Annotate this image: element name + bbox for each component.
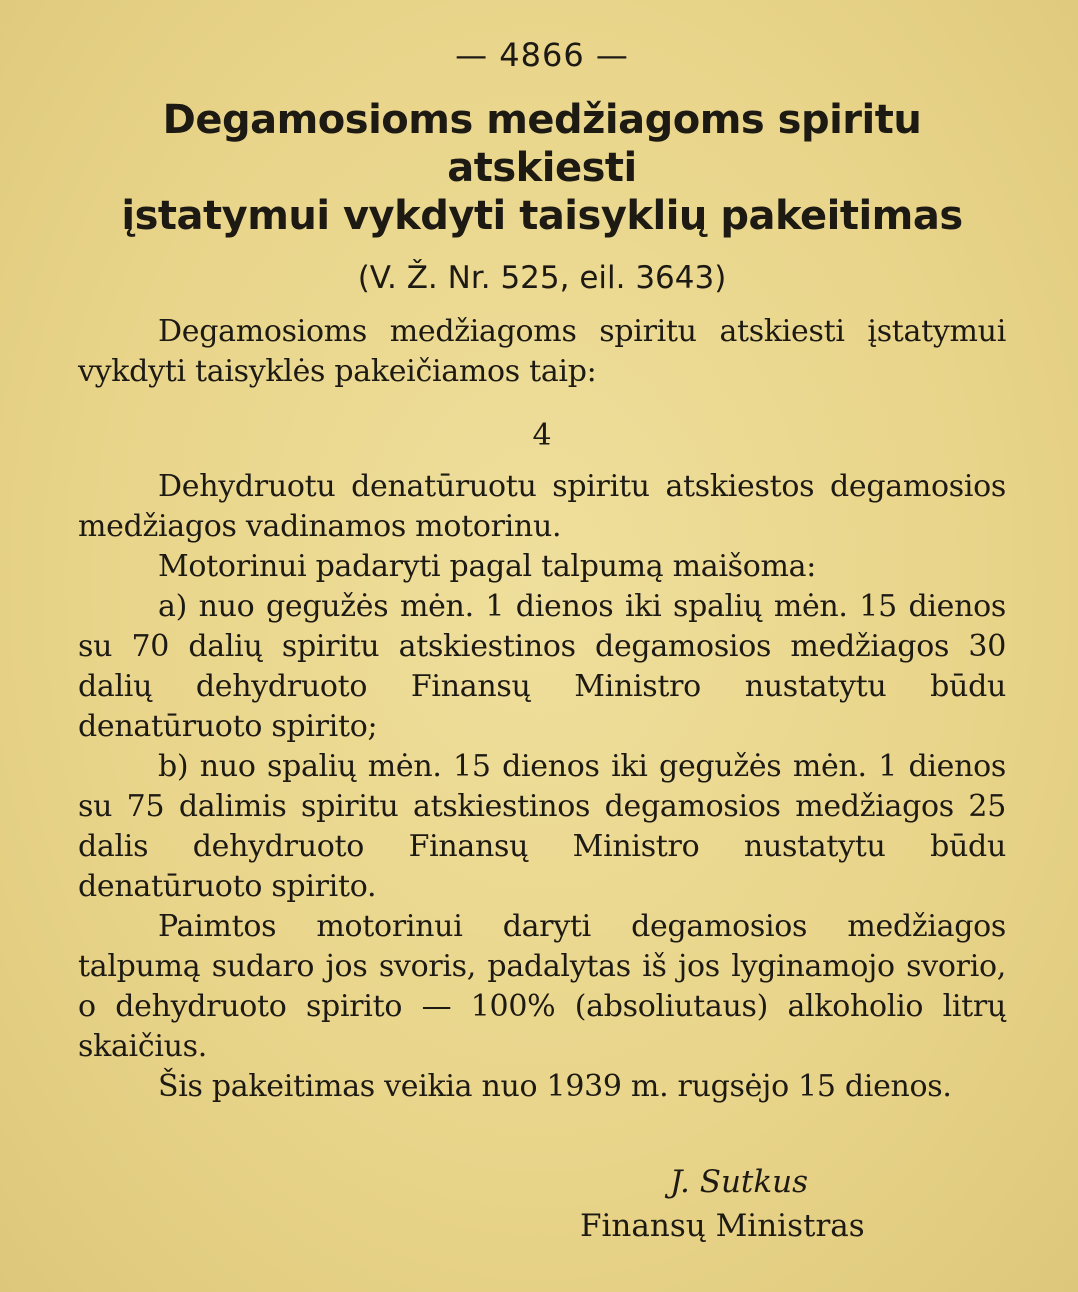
paragraph-item-a: a) nuo gegužės mėn. 1 dienos iki spalių mėn. 15 dienos su 70 dalių spiritu atskiestinos degamosios medžiagos 30 dalių dehydruoto Finansų Ministro nustatytu būdu denatūruoto spirito; [78, 589, 1006, 744]
gazette-reference: (V. Ž. Nr. 525, eil. 3643) [357, 260, 727, 296]
signatory-name: J. Sutkus [670, 1164, 809, 1200]
paragraph-volume: Paimtos motorinui daryti degamosios medžiagos talpumą sudaro jos svoris, padalytas iš jos lyginamojo svorio, o dehydruoto spirito — 100% (absoliutaus) alkoholio litrų skaičius. [78, 909, 1006, 1064]
signature-block [580, 1160, 865, 1248]
paragraph-effective-date: Šis pakeitimas veikia nuo 1939 m. rugsėjo 15 dienos. [158, 1069, 952, 1104]
paragraph-definition: Dehydruotu denatūruotu spiritu atskiestos degamosios medžiagos vadinamos motorinu. [78, 469, 1006, 544]
section-number: 4 [532, 418, 552, 453]
signatory-role: Finansų Ministras [580, 1208, 865, 1244]
title-line-2: įstatymui vykdyti taisyklių pakeitimas [121, 193, 963, 239]
intro-paragraph: Degamosioms medžiagoms spiritu atskiesti įstatymui vykdyti taisyklės pakeičiamos taip: [78, 314, 1006, 389]
document-title [78, 96, 1006, 240]
title-line-1: Degamosioms medžiagoms spiritu atskiesti [162, 97, 922, 191]
paragraph-item-b: b) nuo spalių mėn. 15 dienos iki gegužės mėn. 1 dienos su 75 dalimis spiritu atskiestinos degamosios medžiagos 25 dalis dehydruoto Finansų Ministro nustatytu būdu denatūruoto spirito. [78, 749, 1006, 904]
paragraph-mixing: Motorinui padaryti pagal talpumą maišoma: [158, 549, 817, 584]
page-number: — 4866 — [455, 36, 629, 74]
